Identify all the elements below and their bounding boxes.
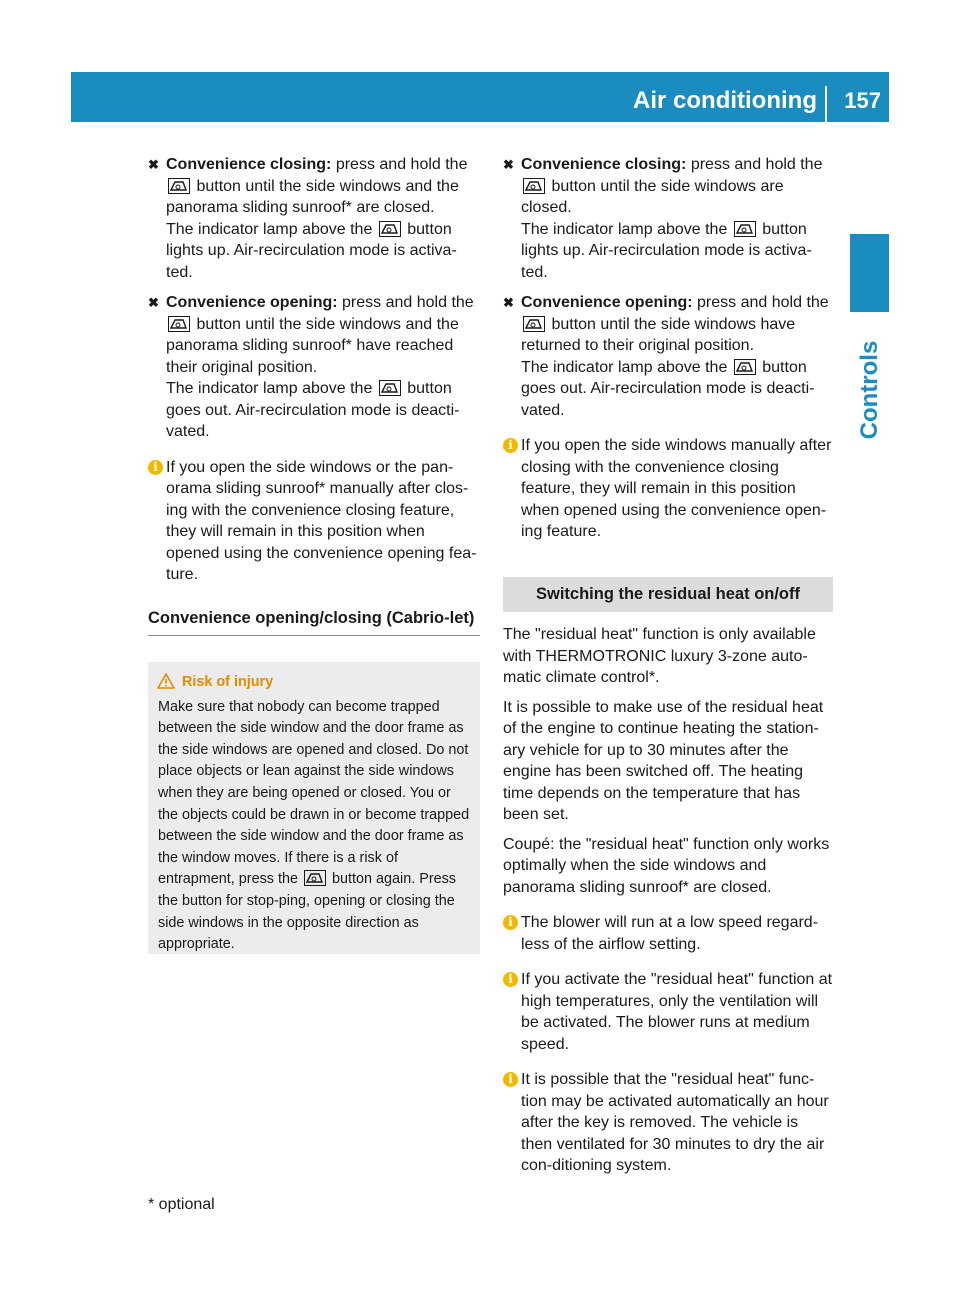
- step-lead: Convenience closing:: [521, 156, 687, 173]
- header-title: Air conditioning: [633, 87, 817, 114]
- convenience-button-icon: [379, 380, 401, 396]
- warning-triangle-icon: [157, 673, 175, 689]
- step-text: button lights up. Air-recirculation mode is activa-ted.: [521, 220, 812, 281]
- info-icon: i: [148, 460, 163, 475]
- step-text: press and hold the: [335, 156, 468, 173]
- step-lead: Convenience closing:: [166, 156, 332, 173]
- step-text: button until the side windows are closed.: [521, 177, 784, 216]
- info-text: If you open the side windows manually after closing with the convenience closing feature, they will remain in this position when opened using the convenience open-ing feature.: [521, 437, 832, 540]
- warning-heading-text: Risk of injury: [182, 674, 274, 690]
- section-label: [845, 320, 895, 460]
- info-icon: i: [503, 915, 518, 930]
- info-text: If you open the side windows or the pan-orama sliding sunroof* manually after clos-ing with the convenience closing feature, they will remain in this position when opened using the convenience opening fea-ture.: [166, 458, 477, 583]
- step-text: The indicator lamp above the: [521, 358, 728, 376]
- section-heading: Switching the residual heat on/off: [503, 577, 833, 613]
- section-tab: [850, 234, 889, 312]
- info-text: The blower will run at a low speed regard-less of the airflow setting.: [521, 914, 819, 953]
- convenience-button-icon: [523, 178, 545, 194]
- step-marker-icon: ✖: [503, 157, 514, 172]
- right-column: [503, 154, 833, 1187]
- step-text: press and hold the: [690, 156, 823, 173]
- convenience-button-icon: [379, 221, 401, 237]
- info-icon: i: [503, 972, 518, 987]
- convenience-button-icon: [168, 178, 190, 194]
- paragraph: Coupé: the "residual heat" function only works optimally when the side windows and panorama sliding sunroof* are closed.: [503, 835, 830, 896]
- paragraph: It is possible to make use of the residual heat of the engine to continue heating the station-ary vehicle for up to 30 minutes after the engine has been switched off. The heating time depends on the temperature that has been set.: [503, 698, 824, 823]
- info-note: [503, 912, 833, 955]
- footnote: * optional: [148, 1196, 215, 1213]
- step-marker-icon: ✖: [503, 295, 514, 310]
- header-divider: [825, 86, 827, 122]
- info-icon: i: [503, 438, 518, 453]
- page-header: [71, 72, 889, 122]
- step-text: button until the side windows and the panorama sliding sunroof* have reached their original position.: [166, 315, 459, 376]
- paragraph: The "residual heat" function is only available with THERMOTRONIC luxury 3-zone auto-matic climate control*.: [503, 626, 816, 686]
- section-label-text: Controls: [856, 340, 883, 440]
- info-note: [503, 1069, 833, 1177]
- warning-text: Make sure that nobody can become trapped between the side window and the door frame as the side windows are opened and closed. Do not place objects or lean against the side windows when they are being opened or closed. You or the objects could be drawn in or become trapped between the side window and the door frame as the window moves. If there is a risk of entrapment, press the: [158, 698, 470, 888]
- step-convenience-closing: [503, 154, 833, 283]
- step-text: The indicator lamp above the: [166, 380, 373, 397]
- warning-box: [148, 662, 480, 954]
- info-note: [503, 435, 833, 543]
- step-text: press and hold the: [697, 294, 829, 311]
- convenience-button-icon: [168, 316, 190, 332]
- step-convenience-opening: [503, 292, 833, 421]
- step-text: button until the side windows have returned to their original position.: [521, 315, 796, 354]
- convenience-button-icon: [734, 359, 756, 375]
- step-text: button until the side windows and the panorama sliding sunroof* are closed.: [166, 177, 459, 216]
- info-text: It is possible that the "residual heat" func-tion may be activated automatically an hour after the key is removed. The vehicle is then ventilated for 30 minutes to dry the air con-ditioning system.: [521, 1071, 829, 1174]
- convenience-button-icon: [523, 316, 545, 332]
- step-convenience-opening: [148, 292, 480, 443]
- step-text: button lights up. Air-recirculation mode is activa-ted.: [166, 220, 457, 281]
- convenience-button-icon: [734, 221, 756, 237]
- info-text: If you activate the "residual heat" function at high temperatures, only the ventilation will be activated. The blower runs at medium speed.: [521, 971, 833, 1053]
- warning-heading: [182, 672, 474, 694]
- info-note: [503, 969, 833, 1055]
- step-marker-icon: ✖: [148, 295, 159, 310]
- section-title: Convenience opening/closing (Cabrio-let): [148, 608, 480, 637]
- info-note: [148, 457, 480, 586]
- step-text: The indicator lamp above the: [521, 220, 728, 238]
- step-text: button goes out. Air-recirculation mode is deacti-vated.: [521, 358, 815, 419]
- warning-text: button again. Press the button for stop-ping, opening or closing the side windows in the opposite direction as appropriate.: [158, 871, 456, 953]
- step-text: button goes out. Air-recirculation mode is deacti-vated.: [166, 380, 460, 440]
- step-text: The indicator lamp above the: [166, 220, 373, 238]
- left-column: [148, 154, 480, 636]
- step-text: press and hold the: [342, 294, 474, 311]
- step-marker-icon: ✖: [148, 157, 159, 172]
- convenience-button-icon: [304, 870, 326, 886]
- step-lead: Convenience opening:: [166, 294, 338, 311]
- step-convenience-closing: [148, 154, 480, 283]
- page-number: 157: [844, 88, 881, 113]
- info-icon: i: [503, 1072, 518, 1087]
- step-lead: Convenience opening:: [521, 294, 693, 311]
